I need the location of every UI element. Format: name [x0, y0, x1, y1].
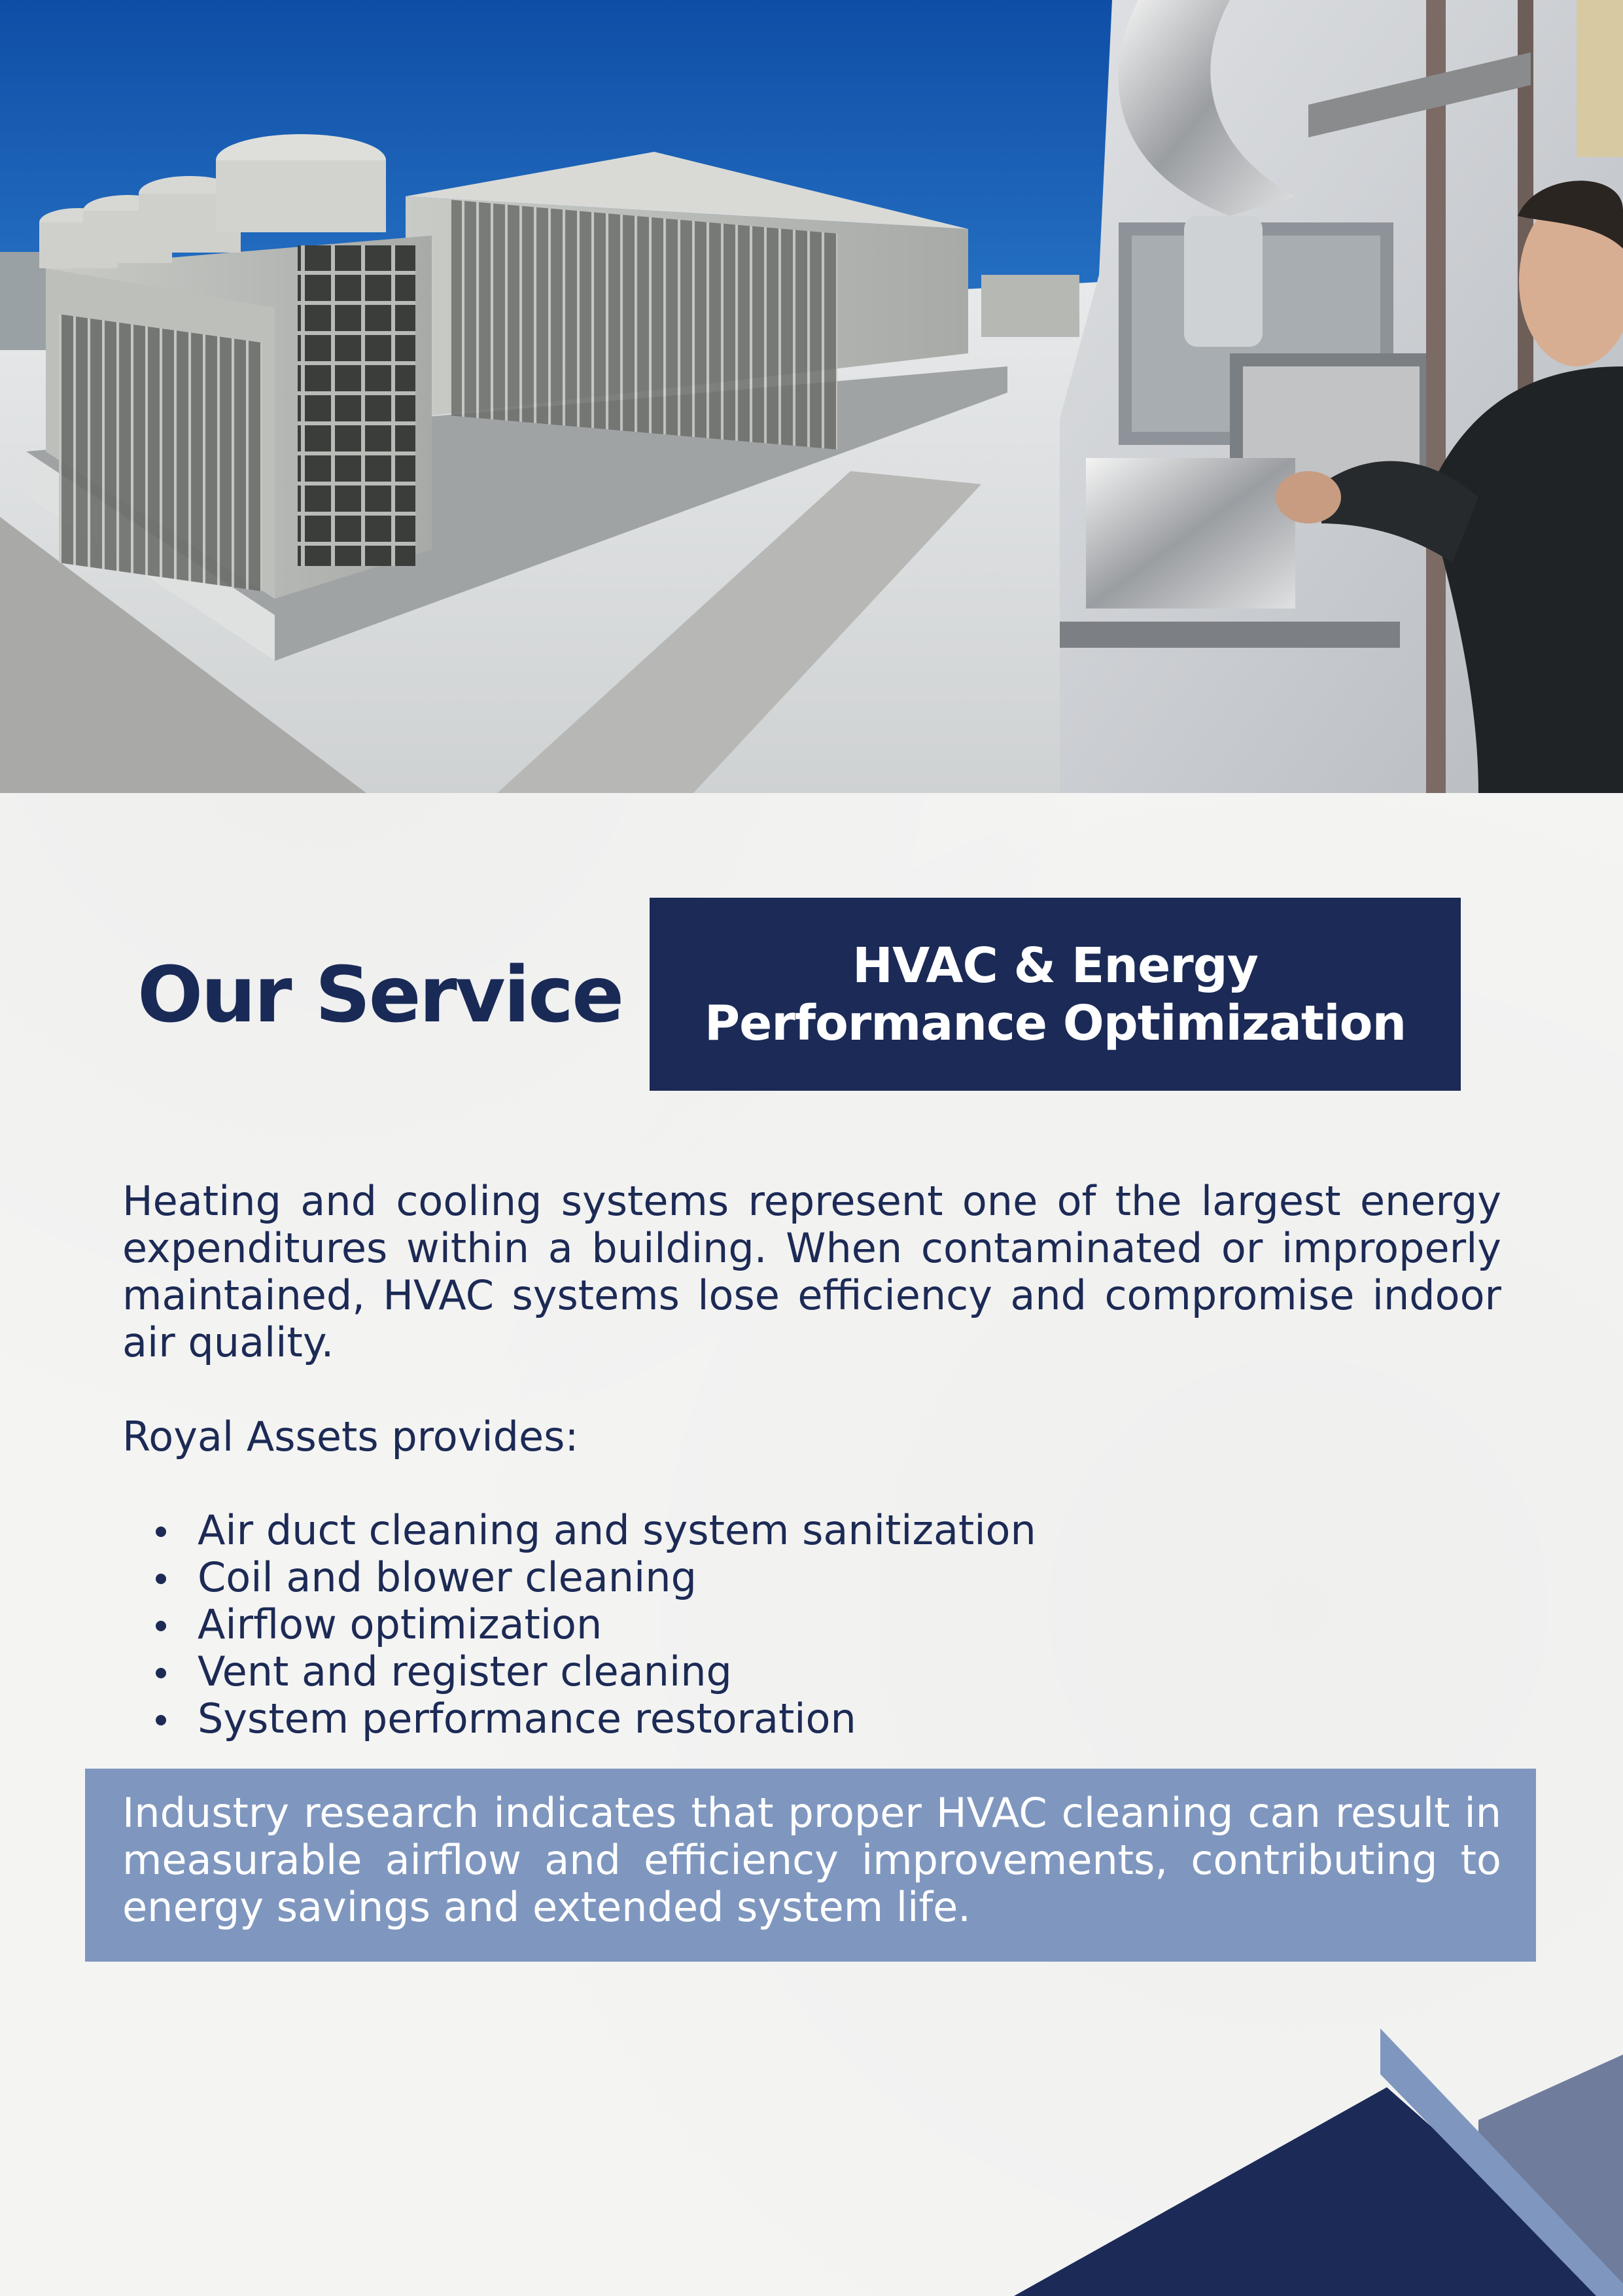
bullet-icon [156, 1715, 166, 1725]
subtitle-line-1: HVAC & Energy [852, 937, 1258, 994]
bullet-icon [156, 1621, 166, 1631]
subtitle-line-2: Performance Optimization [704, 995, 1406, 1051]
intro-paragraph: Heating and cooling systems represent one of the largest energy expenditures within a building. When contaminated or improperly maintained, HVAC systems lose efficiency and compromise indoor air quality. [122, 1177, 1501, 1366]
subtitle-banner [650, 898, 1461, 1091]
services-list [150, 1507, 1263, 1742]
bullet-icon [156, 1527, 166, 1537]
service-label: Air duct cleaning and system sanitization [198, 1506, 1036, 1554]
list-item [150, 1648, 1263, 1695]
research-note: Industry research indicates that proper HVAC cleaning can result in measurable airflow and efficiency improvements, contributing to energy savings and extended system life. [122, 1789, 1501, 1931]
technician-photo [1060, 0, 1623, 793]
research-note-box [85, 1769, 1536, 1962]
service-label: Coil and blower cleaning [198, 1553, 697, 1601]
service-label: System performance restoration [198, 1695, 856, 1742]
bullet-icon [156, 1574, 166, 1584]
services-lead: Royal Assets provides: [122, 1413, 579, 1460]
service-label: Airflow optimization [198, 1600, 602, 1648]
hero-image [0, 0, 1623, 793]
service-label: Vent and register cleaning [198, 1648, 732, 1695]
list-item [150, 1601, 1263, 1648]
bullet-icon [156, 1668, 166, 1678]
list-item [150, 1554, 1263, 1601]
list-item [150, 1695, 1263, 1742]
subtitle [663, 937, 1448, 1052]
page-title: Our Service [137, 949, 623, 1040]
decorative-corner-shapes [981, 2015, 1623, 2296]
rooftop-hvac-photo [0, 0, 1112, 793]
list-item [150, 1507, 1263, 1554]
